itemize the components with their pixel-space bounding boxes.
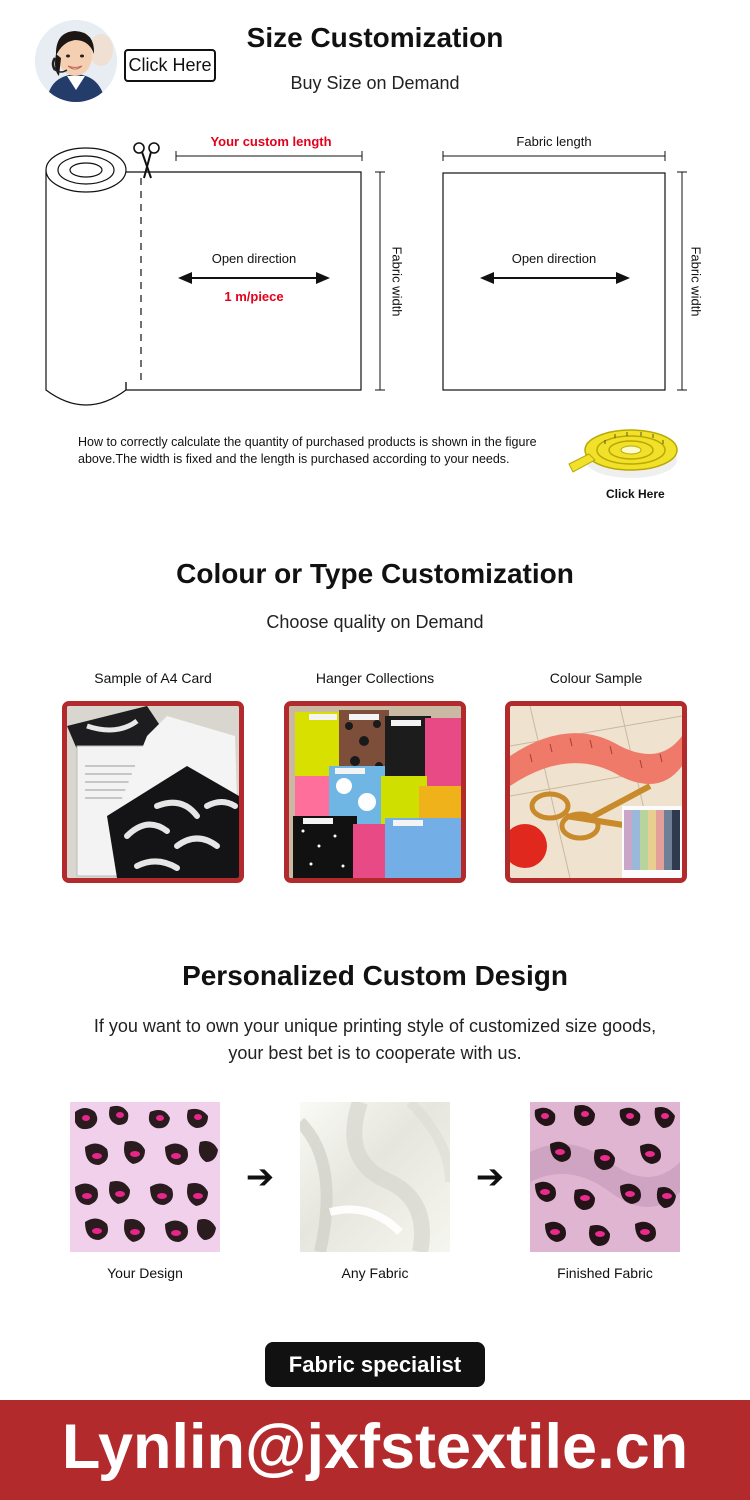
size-diagram: [0, 120, 750, 420]
scissors-icon: [134, 143, 159, 178]
fabric-roll-body: [46, 170, 126, 405]
colour-sample-image[interactable]: [505, 701, 687, 883]
size-section-title: Size Customization: [246, 22, 504, 53]
fabric-width-label-right: Fabric width: [688, 246, 704, 317]
finished-fabric-image[interactable]: [530, 1102, 680, 1252]
note-line-2: above.The width is fixed and the length is purchased according to your needs.: [78, 452, 510, 466]
click-here-button[interactable]: Click Here: [124, 49, 216, 82]
colour-section-title: Colour or Type Customization: [176, 558, 574, 589]
tape-click-here-link[interactable]: Click Here: [606, 487, 665, 501]
note-line-1: How to correctly calculate the quantity of purchased products is shown in the figure: [78, 435, 537, 449]
custom-length-label: Your custom length: [210, 134, 332, 149]
contact-email-banner[interactable]: Lynlin@jxfstextile.cn: [0, 1400, 750, 1500]
hanger-collections-image[interactable]: [284, 701, 466, 883]
fabric-specialist-badge: Fabric specialist: [265, 1342, 485, 1387]
design-section-title: Personalized Custom Design: [182, 960, 568, 991]
your-design-image[interactable]: [70, 1102, 220, 1252]
design-desc-line-1: If you want to own your unique printing style of customized size goods,: [93, 1016, 657, 1036]
step-label-your-design: Your Design: [107, 1265, 183, 1281]
step-label-any-fabric: Any Fabric: [341, 1265, 409, 1281]
any-fabric-image[interactable]: [300, 1102, 450, 1252]
measuring-tape-icon[interactable]: [565, 420, 685, 486]
open-direction-label-left: Open direction: [211, 251, 297, 266]
arrow-right-icon-1: ➔: [245, 1158, 275, 1196]
design-desc-line-2: your best bet is to cooperate with us.: [228, 1043, 522, 1063]
card-label-a4: Sample of A4 Card: [94, 670, 212, 686]
fabric-sheet-left: [126, 172, 361, 390]
fabric-width-label-left: Fabric width: [389, 246, 405, 317]
support-agent-avatar: [35, 20, 117, 102]
per-piece-label: 1 m/piece: [224, 289, 284, 304]
fabric-sheet-right: [443, 173, 665, 390]
arrow-right-icon-2: ➔: [475, 1158, 505, 1196]
fabric-length-label: Fabric length: [516, 134, 592, 149]
card-label-colour: Colour Sample: [549, 670, 643, 686]
size-section-subtitle: Buy Size on Demand: [290, 73, 460, 93]
open-direction-label-right: Open direction: [511, 251, 597, 266]
a4-card-sample-image[interactable]: [62, 701, 244, 883]
step-label-finished-fabric: Finished Fabric: [557, 1265, 653, 1281]
size-explanation-note: [78, 434, 578, 468]
colour-section-subtitle: Choose quality on Demand: [266, 612, 484, 632]
card-label-hanger: Hanger Collections: [315, 670, 435, 686]
